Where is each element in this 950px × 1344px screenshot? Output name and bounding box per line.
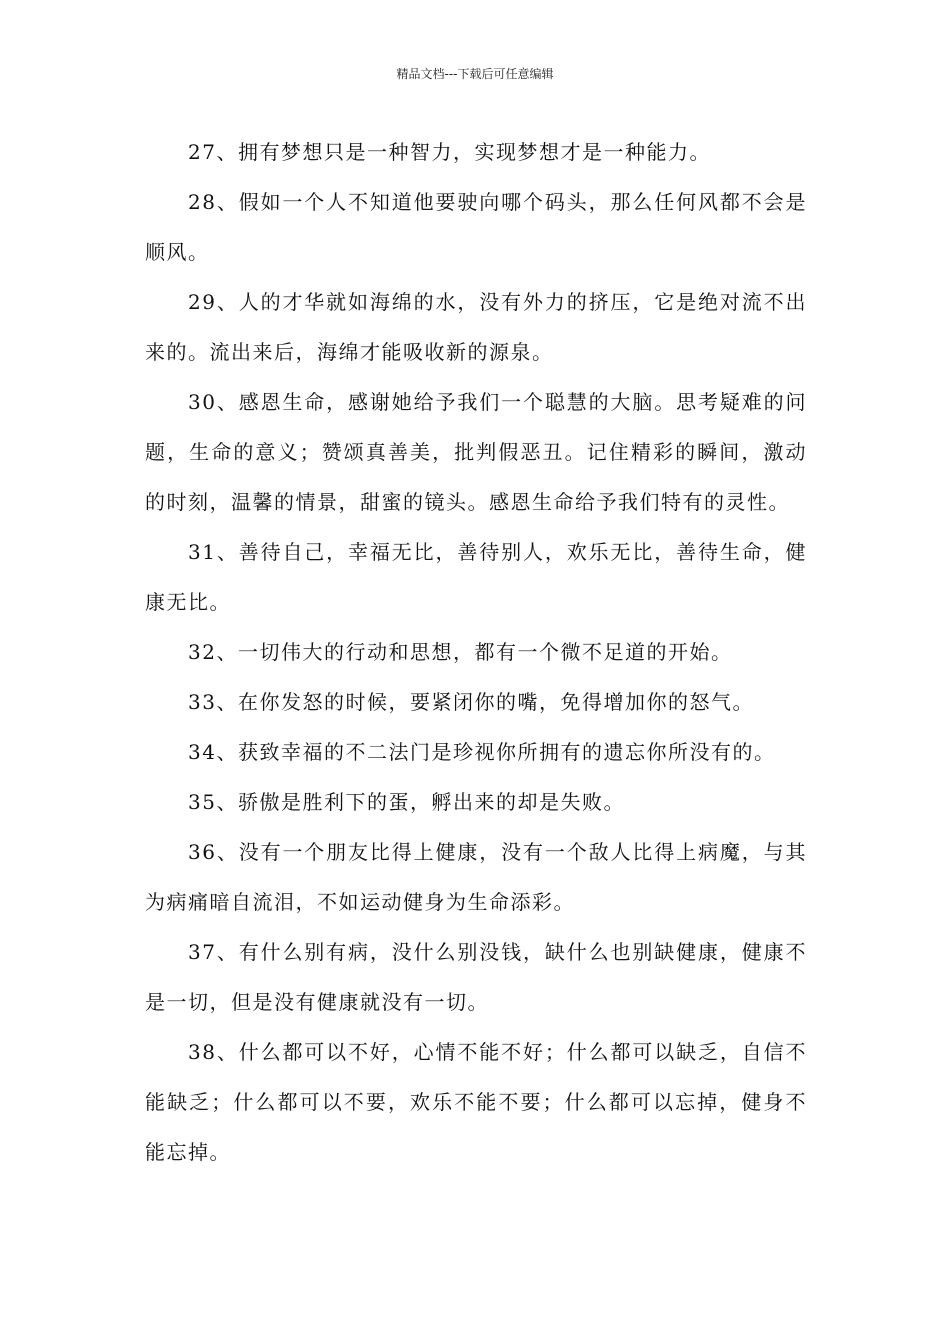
paragraph-33: 33、在你发怒的时候，要紧闭你的嘴，免得增加你的怒气。 bbox=[188, 690, 754, 714]
paragraph-31: 31、善待自己，幸福无比，善待别人，欢乐无比，善待生命，健康无比。 bbox=[145, 540, 807, 614]
page-header: 精品文档---下载后可任意编辑 bbox=[396, 67, 554, 81]
paragraph-35: 35、骄傲是胜利下的蛋，孵出来的却是失败。 bbox=[188, 790, 625, 814]
paragraph-30: 30、感恩生命，感谢她给予我们一个聪慧的大脑。思考疑难的问题，生命的意义；赞颂真善美，批判假恶丑。记住精彩的瞬间，激动的时刻，温馨的情景，甜蜜的镜头。感恩生命给予我们特有的灵性。 bbox=[145, 390, 807, 514]
paragraph-28: 28、假如一个人不知道他要驶向哪个码头，那么任何风都不会是顺风。 bbox=[145, 190, 807, 264]
paragraph-34: 34、获致幸福的不二法门是珍视你所拥有的遗忘你所没有的。 bbox=[188, 740, 776, 764]
paragraph-37: 37、有什么别有病，没什么别没钱，缺什么也别缺健康，健康不是一切，但是没有健康就没有一切。 bbox=[145, 940, 807, 1014]
paragraph-32: 32、一切伟大的行动和思想，都有一个微不足道的开始。 bbox=[188, 640, 733, 664]
paragraph-29: 29、人的才华就如海绵的水，没有外力的挤压，它是绝对流不出来的。流出来后，海绵才能吸收新的源泉。 bbox=[145, 290, 807, 364]
paragraph-27: 27、拥有梦想只是一种智力，实现梦想才是一种能力。 bbox=[188, 140, 711, 164]
document-body bbox=[145, 127, 807, 1177]
paragraph-38: 38、什么都可以不好，心情不能不好；什么都可以缺乏，自信不能缺乏；什么都可以不要，欢乐不能不要；什么都可以忘掉，健身不能忘掉。 bbox=[145, 1040, 807, 1164]
paragraph-36: 36、没有一个朋友比得上健康，没有一个敌人比得上病魔，与其为病痛暗自流泪，不如运动健身为生命添彩。 bbox=[145, 840, 807, 914]
